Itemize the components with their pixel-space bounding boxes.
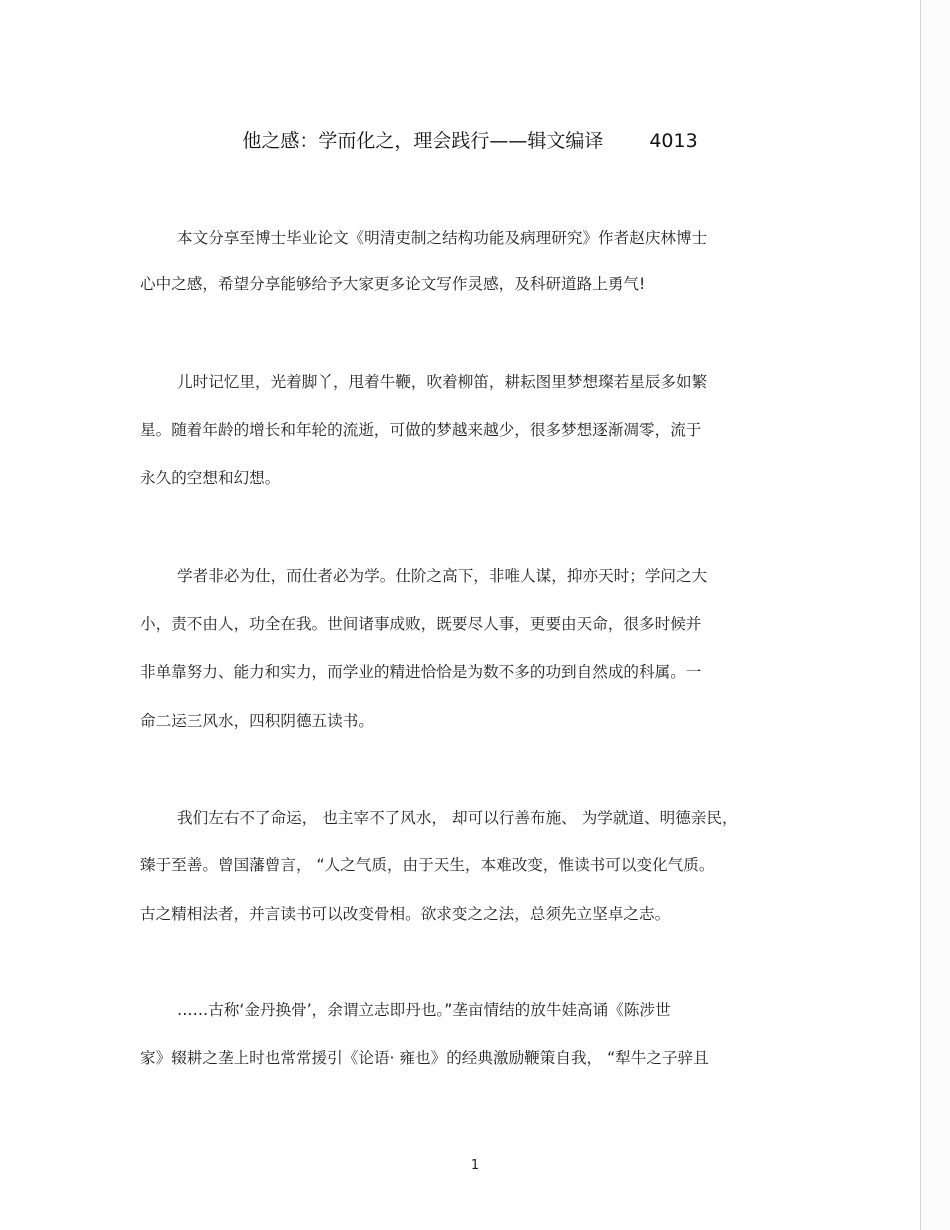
page-number: 1 [470, 1158, 480, 1173]
paragraph-5-line-2: 家》辍耕之垄上时也常常援引《论语· 雍也》的经典激励鞭策自我， “犁牛之子骍且 [140, 1049, 709, 1067]
paragraph-2-line-2: 星。随着年龄的增长和年轮的流逝，可做的梦越来越少，很多梦想逐渐凋零，流于 [140, 421, 702, 439]
title-number: 4013 [649, 130, 698, 152]
page-title [0, 126, 940, 156]
paragraph-1-line-1: 本文分享至博士毕业论文《明清吏制之结构功能及病理研究》作者赵庆林博士 [177, 229, 708, 247]
paragraph-4-line-2: 臻于至善。曾国藩曾言， “人之气质，由于天生，本难改变，惟读书可以变化气质。 [140, 856, 715, 874]
title-text: 他之感：学而化之，理会践行——辑文编译 [242, 130, 604, 152]
paragraph-4-line-3: 古之精相法者，并言读书可以改变骨相。欲求变之之法，总须先立坚卓之志。 [140, 905, 671, 923]
paragraph-3-line-2: 小，责不由人，功全在我。世间诸事成败，既要尽人事，更要由天命，很多时候并 [140, 615, 702, 633]
paragraph-4-line-1: 我们左右不了命运， 也主宰不了风水， 却可以行善布施、 为学就道、明德亲民， [177, 809, 738, 827]
paragraph-5-line-1: ……古称‘金丹换骨’，余谓立志即丹也。”垄亩情结的放牛娃高诵《陈涉世 [177, 1001, 671, 1019]
paragraph-3-line-3: 非单靠努力、能力和实力，而学业的精进恰恰是为数不多的功到自然成的科属。一 [140, 663, 702, 681]
paragraph-3-line-1: 学者非必为仕，而仕者必为学。仕阶之高下，非唯人谋，抑亦天时；学问之大 [177, 567, 708, 585]
paragraph-3-line-4: 命二运三风水，四积阴德五读书。 [140, 712, 374, 730]
viewer-gutter [921, 0, 950, 1230]
paragraph-2-line-3: 永久的空想和幻想。 [140, 469, 281, 487]
paragraph-1-line-2: 心中之感，希望分享能够给予大家更多论文写作灵感，及科研道路上勇气! [140, 275, 646, 293]
paragraph-2-line-1: 儿时记忆里，光着脚丫，甩着牛鞭，吹着柳笛，耕耘图里梦想璨若星辰多如繁 [177, 373, 708, 391]
